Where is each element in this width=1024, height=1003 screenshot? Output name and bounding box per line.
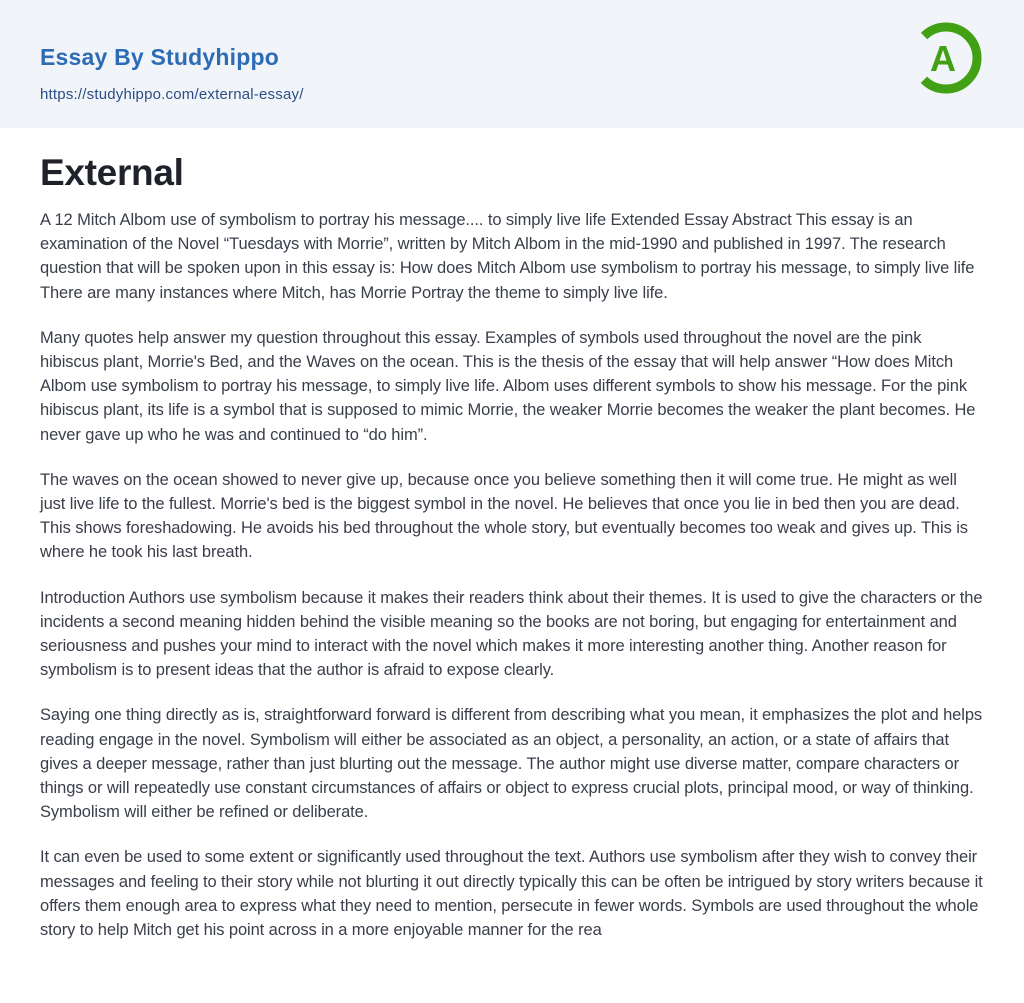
logo-letter: A — [930, 38, 956, 79]
studyhippo-logo-icon — [906, 18, 986, 98]
essay-url-link[interactable]: https://studyhippo.com/external-essay/ — [40, 86, 304, 103]
essay-paragraph-3: The waves on the ocean showed to never give up, because once you believe something then it will come true. He might as well just live life to the fullest. Morrie's bed is the biggest symbol in the novel. He believes that once you lie in bed then you are dead. This shows foreshadowing. He avoids his bed throughout the whole story, but eventually becomes too weak and gives up. This is where he took his last breath. — [40, 470, 968, 562]
essay-paragraph-5: Saying one thing directly as is, straightforward forward is different from describing what you mean, it emphasizes the plot and helps reading engage in the novel. Symbolism will either be associated as an object, a personality, an action, or a state of affairs that gives a deeper message, rather than just blurting out the message. The author might use diverse matter, compare characters or things or will repeatedly use constant circumstances of affairs or object to express crucial plots, principal mood, or way of thinking. Symbolism will either be refined or deliberate. — [40, 706, 983, 822]
essay-paragraph-1: A 12 Mitch Albom use of symbolism to portray his message.... to simply live life Extended Essay Abstract This essay is an examination of the Novel “Tuesdays with Morrie”, written by Mitch Albom in the mid-1990 and published in 1997. The research question that will be spoken upon in this essay is: How does Mitch Albom use symbolism to portray his message, to simply live life There are many instances where Mitch, has Morrie Portray the theme to simply live life. — [40, 211, 975, 302]
essay-paragraph-4: Introduction Authors use symbolism because it makes their readers think about their themes. It is used to give the characters or the incidents a second meaning hidden behind the visible meaning so the books are not boring, but engaging for entertainment and seriousness and pushes your mind to interact with the novel which makes it more interesting another thing. Another reason for symbolism is to present ideas that the author is afraid to expose clearly. — [40, 588, 983, 680]
essay-paragraph-6: It can even be used to some extent or significantly used throughout the text. Authors use symbolism after they wish to convey their messages and feeling to their story while not blurting it out directly typically this can be often be intrigued by story writers because it offers them enough area to express what they need to mention, persecute in fewer words. Symbols are used throughout the whole story to help Mitch get his point across in a more enjoyable manner for the rea — [40, 848, 983, 940]
essay-title: External — [40, 152, 184, 193]
essay-paragraph-2: Many quotes help answer my question throughout this essay. Examples of symbols used throughout the novel are the pink hibiscus plant, Morrie's Bed, and the Waves on the ocean. This is the thesis of the essay that will help answer “How does Mitch Albom use symbolism to portray his message, to simply live life. Albom uses different symbols to show his message. For the pink hibiscus plant, its life is a symbol that is supposed to mimic Morrie, the weaker Morrie becomes the weaker the plant becomes. He never gave up who he was and continued to “do him”. — [40, 328, 976, 444]
essay-body — [40, 208, 984, 942]
essay-content — [0, 152, 1024, 942]
logo-arc-icon — [906, 18, 986, 98]
site-title: Essay By Studyhippo — [40, 44, 279, 70]
site-header — [0, 0, 1024, 128]
